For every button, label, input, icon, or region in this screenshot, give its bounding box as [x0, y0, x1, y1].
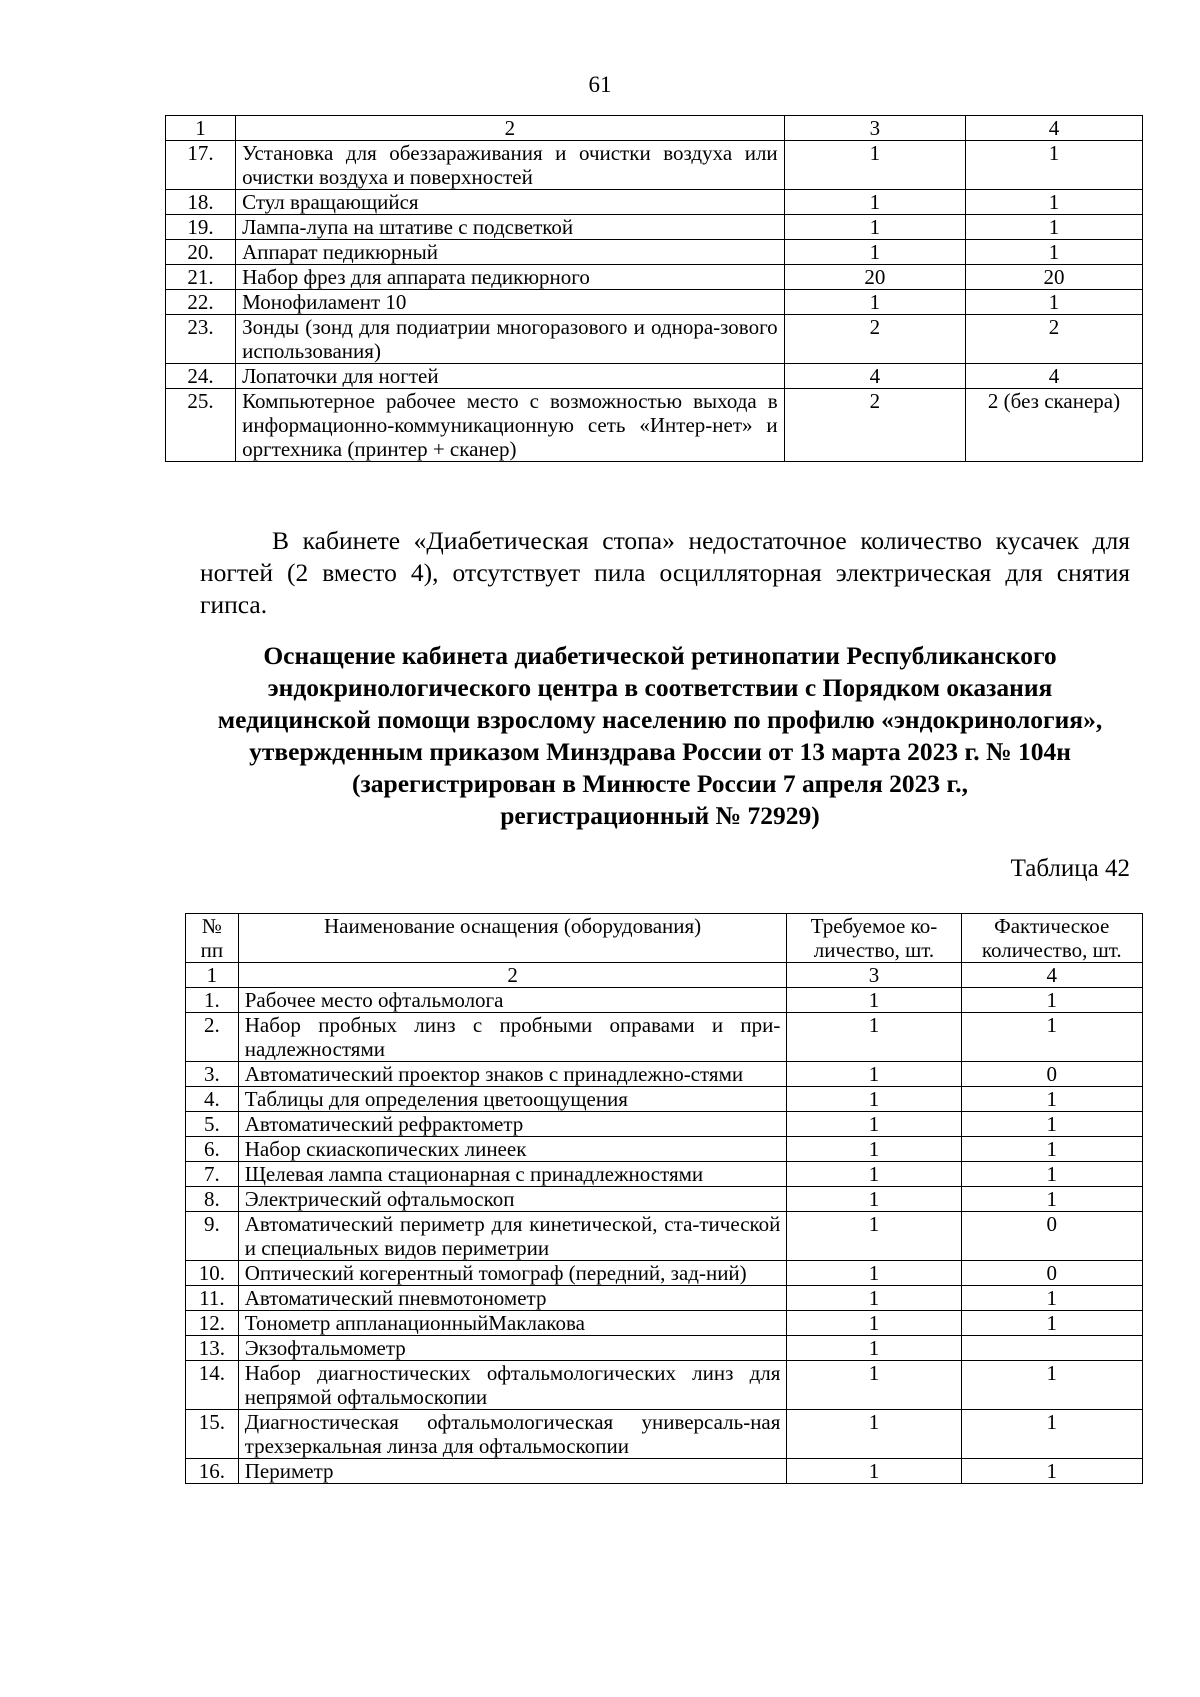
table-column-header-row	[186, 914, 1143, 963]
row-required-cell: 1	[787, 1062, 961, 1087]
row-name-cell: Автоматический пневмотонометр	[238, 1286, 787, 1311]
row-actual-cell: 1	[961, 1137, 1143, 1162]
row-actual-cell: 0	[961, 1261, 1143, 1286]
table-row	[166, 315, 1143, 364]
row-number-cell: 2.	[186, 1013, 239, 1062]
row-number-cell: 16.	[186, 1459, 239, 1484]
row-required-cell: 2	[784, 315, 965, 364]
row-number-cell: 12.	[186, 1311, 239, 1336]
row-number-cell: 8.	[186, 1187, 239, 1212]
table-row	[186, 1361, 1143, 1410]
row-required-cell: 1	[787, 1261, 961, 1286]
header-cell: 4	[966, 116, 1143, 141]
row-actual-cell: 1	[961, 1410, 1143, 1459]
row-actual-cell: 1	[961, 988, 1143, 1013]
row-required-cell: 1	[784, 240, 965, 265]
table-row	[166, 240, 1143, 265]
row-number-cell: 17.	[166, 141, 236, 190]
table-row	[166, 389, 1143, 462]
table-row	[186, 1087, 1143, 1112]
table-label: Таблица 42	[1010, 855, 1130, 882]
row-required-cell: 1	[787, 1336, 961, 1361]
row-name-cell: Набор скиаскопических линеек	[238, 1137, 787, 1162]
table-row	[186, 1286, 1143, 1311]
row-required-cell: 1	[787, 1013, 961, 1062]
table-row	[186, 1013, 1143, 1062]
row-number-cell: 10.	[186, 1261, 239, 1286]
row-actual-cell: 4	[966, 364, 1143, 389]
row-actual-cell	[961, 1336, 1143, 1361]
row-required-cell: 20	[784, 265, 965, 290]
heading-line: эндокринологического центра в соответствии с Порядком оказания	[267, 673, 1053, 702]
row-actual-cell: 1	[961, 1187, 1143, 1212]
row-required-cell: 1	[787, 1187, 961, 1212]
table-row	[186, 1162, 1143, 1187]
row-name-cell: Монофиламент 10	[236, 290, 785, 315]
row-required-cell: 1	[784, 290, 965, 315]
table-row	[186, 1212, 1143, 1261]
column-header-name: Наименование оснащения (оборудования)	[238, 914, 787, 963]
row-required-cell: 1	[787, 1286, 961, 1311]
row-name-cell: Оптический когерентный томограф (передний, зад-ний)	[238, 1261, 787, 1286]
row-required-cell: 1	[787, 1212, 961, 1261]
page-number: 61	[588, 72, 612, 97]
row-actual-cell: 2 (без сканера)	[966, 389, 1143, 462]
header-cell: 3	[784, 116, 965, 141]
row-actual-cell: 1	[966, 290, 1143, 315]
numbering-cell: 4	[961, 963, 1143, 988]
row-number-cell: 3.	[186, 1062, 239, 1087]
numbering-cell: 2	[238, 963, 787, 988]
header-cell: 2	[236, 116, 785, 141]
row-required-cell: 1	[787, 1137, 961, 1162]
equipment-table-42	[185, 913, 1143, 1484]
row-name-cell: Аппарат педикюрный	[236, 240, 785, 265]
row-required-cell: 1	[784, 141, 965, 190]
column-header-number: № пп	[186, 914, 239, 963]
row-number-cell: 4.	[186, 1087, 239, 1112]
row-actual-cell: 1	[961, 1459, 1143, 1484]
table-row	[166, 364, 1143, 389]
table-row	[166, 215, 1143, 240]
table-row	[186, 1112, 1143, 1137]
row-number-cell: 15.	[186, 1410, 239, 1459]
section-heading	[180, 640, 1140, 832]
row-name-cell: Лопаточки для ногтей	[236, 364, 785, 389]
table-row	[186, 1261, 1143, 1286]
row-name-cell: Электрический офтальмоскоп	[238, 1187, 787, 1212]
row-number-cell: 5.	[186, 1112, 239, 1137]
row-actual-cell: 1	[961, 1013, 1143, 1062]
row-name-cell: Лампа-лупа на штативе с подсветкой	[236, 215, 785, 240]
table-row	[186, 1311, 1143, 1336]
row-name-cell: Установка для обеззараживания и очистки воздуха или очистки воздуха и поверхностей	[236, 141, 785, 190]
heading-line: (зарегистрирован в Минюсте России 7 апреля 2023 г.,	[352, 769, 968, 798]
table-row	[166, 190, 1143, 215]
row-name-cell: Автоматический рефрактометр	[238, 1112, 787, 1137]
table-header-row	[166, 116, 1143, 141]
table-row	[186, 1062, 1143, 1087]
row-name-cell: Диагностическая офтальмологическая универсаль-ная трехзеркальная линза для офтальмоскопии	[238, 1410, 787, 1459]
row-number-cell: 11.	[186, 1286, 239, 1311]
row-name-cell: Таблицы для определения цветоощущения	[238, 1087, 787, 1112]
row-actual-cell: 1	[961, 1087, 1143, 1112]
row-name-cell: Стул вращающийся	[236, 190, 785, 215]
equipment-table-continued	[165, 115, 1143, 462]
row-name-cell: Тонометр аппланационныйМаклакова	[238, 1311, 787, 1336]
row-name-cell: Набор пробных линз с пробными оправами и при-надлежностями	[238, 1013, 787, 1062]
row-actual-cell: 1	[966, 215, 1143, 240]
row-required-cell: 1	[784, 215, 965, 240]
row-actual-cell: 1	[961, 1311, 1143, 1336]
table-row	[186, 1137, 1143, 1162]
heading-line: регистрационный № 72929)	[500, 801, 820, 830]
row-name-cell: Рабочее место офтальмолога	[238, 988, 787, 1013]
table-row	[186, 1187, 1143, 1212]
row-actual-cell: 2	[966, 315, 1143, 364]
heading-line: Оснащение кабинета диабетической ретинопатии Республиканского	[263, 641, 1057, 670]
row-number-cell: 22.	[166, 290, 236, 315]
row-number-cell: 19.	[166, 215, 236, 240]
row-name-cell: Экзофтальмометр	[238, 1336, 787, 1361]
table-row	[166, 290, 1143, 315]
row-required-cell: 1	[784, 190, 965, 215]
row-actual-cell: 1	[961, 1112, 1143, 1137]
row-required-cell: 1	[787, 1311, 961, 1336]
row-actual-cell: 1	[961, 1162, 1143, 1187]
row-required-cell: 4	[784, 364, 965, 389]
header-cell: 1	[166, 116, 236, 141]
heading-line: медицинской помощи взрослому населению по профилю «эндокринология»,	[217, 705, 1103, 734]
row-actual-cell: 0	[961, 1062, 1143, 1087]
row-name-cell: Автоматический периметр для кинетической, ста-тической и специальных видов периметрии	[238, 1212, 787, 1261]
row-actual-cell: 20	[966, 265, 1143, 290]
row-number-cell: 18.	[166, 190, 236, 215]
row-required-cell: 1	[787, 1087, 961, 1112]
row-actual-cell: 1	[966, 190, 1143, 215]
row-number-cell: 13.	[186, 1336, 239, 1361]
row-actual-cell: 1	[961, 1361, 1143, 1410]
table-row	[186, 988, 1143, 1013]
row-actual-cell: 1	[966, 141, 1143, 190]
heading-line: утвержденным приказом Минздрава России от 13 марта 2023 г. № 104н	[249, 737, 1071, 766]
row-number-cell: 23.	[166, 315, 236, 364]
table-row	[186, 1459, 1143, 1484]
row-name-cell: Набор фрез для аппарата педикюрного	[236, 265, 785, 290]
row-required-cell: 1	[787, 1361, 961, 1410]
row-number-cell: 21.	[166, 265, 236, 290]
table-row	[186, 1336, 1143, 1361]
row-actual-cell: 1	[961, 1286, 1143, 1311]
row-name-cell: Автоматический проектор знаков с принадлежно-стями	[238, 1062, 787, 1087]
row-number-cell: 14.	[186, 1361, 239, 1410]
row-name-cell: Компьютерное рабочее место с возможностью выхода в информационно-коммуникационную сеть «Интер-нет» и оргтехника (принтер + сканер)	[236, 389, 785, 462]
row-name-cell: Зонды (зонд для подиатрии многоразового и однора-зового использования)	[236, 315, 785, 364]
numbering-cell: 3	[787, 963, 961, 988]
row-required-cell: 2	[784, 389, 965, 462]
row-name-cell: Набор диагностических офтальмологических линз для непрямой офтальмоскопии	[238, 1361, 787, 1410]
row-number-cell: 1.	[186, 988, 239, 1013]
row-actual-cell: 0	[961, 1212, 1143, 1261]
column-header-actual: Фактическое количество, шт.	[961, 914, 1143, 963]
row-required-cell: 1	[787, 1410, 961, 1459]
row-name-cell: Периметр	[238, 1459, 787, 1484]
table-row	[166, 265, 1143, 290]
column-header-required: Требуемое ко-личество, шт.	[787, 914, 961, 963]
table-numbering-row	[186, 963, 1143, 988]
row-required-cell: 1	[787, 988, 961, 1013]
row-actual-cell: 1	[966, 240, 1143, 265]
table-row	[186, 1410, 1143, 1459]
body-paragraph: В кабинете «Диабетическая стопа» недостаточное количество кусачек для ногтей (2 вместо 4), отсутствует пила осцилляторная электрическая для снятия гипса.	[200, 526, 1130, 619]
row-name-cell: Щелевая лампа стационарная с принадлежностями	[238, 1162, 787, 1187]
row-number-cell: 6.	[186, 1137, 239, 1162]
row-required-cell: 1	[787, 1162, 961, 1187]
table-row	[166, 141, 1143, 190]
row-number-cell: 25.	[166, 389, 236, 462]
row-required-cell: 1	[787, 1112, 961, 1137]
row-number-cell: 9.	[186, 1212, 239, 1261]
numbering-cell: 1	[186, 963, 239, 988]
row-number-cell: 20.	[166, 240, 236, 265]
row-number-cell: 7.	[186, 1162, 239, 1187]
row-required-cell: 1	[787, 1459, 961, 1484]
row-number-cell: 24.	[166, 364, 236, 389]
